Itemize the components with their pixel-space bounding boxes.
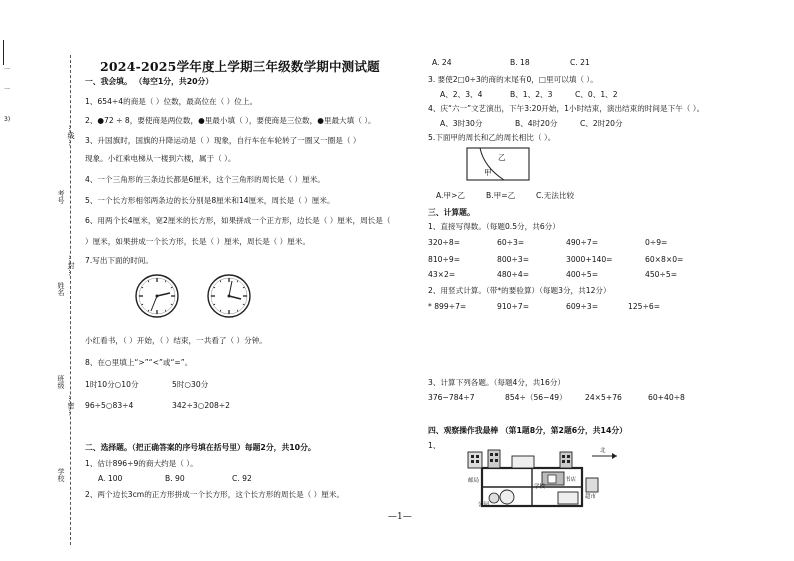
option: B.甲=乙	[486, 191, 516, 200]
clock-tick	[148, 310, 149, 312]
option: B、1、2、3	[510, 90, 553, 99]
question: 5.下面甲的周长和乙的周长相比（ ）。	[428, 133, 556, 142]
clock-end	[206, 273, 252, 319]
map-label-north: 北	[600, 448, 606, 454]
region-label-jia: 甲	[484, 168, 492, 177]
question: 现象。小红乘电梯从一楼到六楼，属于（ ）。	[85, 154, 236, 163]
exam-number-label: 考号	[57, 190, 65, 204]
compare-item: 342÷3○208÷2	[172, 401, 231, 410]
option: C、0、1、2	[575, 90, 618, 99]
option: B. 18	[510, 58, 530, 67]
section2-heading: 二、选择题。（把正确答案的序号填在括号里）每题2分，共10分。	[85, 443, 316, 452]
map-label-park: 公园	[478, 502, 490, 508]
gutter-mark: …封…	[67, 255, 75, 276]
subheading: 2、用竖式计算。（带*的要验算）（每题3分，共12分）	[428, 286, 611, 295]
question: 8、在○里填上“>”“<”或“=”。	[85, 358, 193, 367]
map-label-post-office: 邮局	[468, 478, 480, 484]
option: C. 92	[232, 474, 252, 483]
question: 3、升国旗时，国旗的升降运动是（ ）现象，自行车在车轮转了一圈又一圈是（ ）	[85, 136, 361, 145]
clock-tick	[243, 287, 245, 288]
clock-tick	[237, 280, 238, 282]
name-label: 姓名	[57, 282, 65, 296]
question: ）厘米，如果拼成一个长方形，长是（ ）厘米，周长是（ ）厘米。	[85, 237, 311, 246]
clock-tick	[165, 310, 166, 312]
gutter-mark: …线…	[67, 125, 75, 146]
vertical-calc: 910÷7=	[497, 302, 530, 311]
math-item: 0÷9=	[645, 238, 668, 247]
option: C.无法比较	[536, 191, 575, 200]
section4-heading: 四、观察操作我最棒 （第1题8分，第2题6分，共14分）	[428, 426, 627, 435]
clock-tick	[141, 304, 143, 305]
math-item: 400÷5=	[566, 270, 599, 279]
clock-start	[134, 273, 180, 319]
clock-tick	[141, 287, 143, 288]
math-item: 60÷3=	[497, 238, 525, 247]
section3-heading: 三、计算题。	[428, 208, 475, 217]
school-label: 学校	[57, 468, 65, 482]
vertical-calc: 609÷3=	[566, 302, 599, 311]
expression: 376−784÷7	[428, 393, 475, 402]
question: 7.写出下面的时间。	[85, 256, 153, 265]
option: A. 24	[432, 58, 452, 67]
option: C. 21	[570, 58, 590, 67]
class-label: 班级	[57, 375, 65, 389]
expression: 24×5+76	[585, 393, 622, 402]
option: A.甲>乙	[436, 191, 466, 200]
option: A、3时30分	[440, 119, 483, 128]
math-item: 480÷4=	[497, 270, 530, 279]
question: 1、估计896÷9的商大约是（ ）。	[85, 459, 198, 468]
question: 5、一个长方形相邻两条边的长分别是8厘米和14厘米，周长是（ ）厘米。	[85, 196, 335, 205]
page-title: 2024-2025学年度上学期三年级数学期中测试题	[100, 59, 380, 74]
compare-item: 5时○30分	[172, 380, 209, 389]
clock-tick	[213, 304, 215, 305]
page-number: —1—	[388, 512, 412, 522]
map-label-school: 学校	[534, 484, 546, 490]
question: 2、●72 ÷ 8，要使商是两位数，●里最小填（ ），要使商是三位数，●里最大填（ ）。	[85, 116, 376, 125]
option: B、4时20分	[515, 119, 558, 128]
clock-tick	[237, 310, 238, 312]
compare-item: 1时10分○10分	[85, 380, 139, 389]
question: 4、庆“六一”文艺演出，下午3:20开始，1小时结束，演出结束的时间是下午（ ）。	[428, 104, 705, 113]
clock-tick	[220, 310, 221, 312]
math-item: 60×8×0=	[645, 255, 684, 264]
expression: 854÷（56−49）	[505, 393, 567, 402]
clock-tick	[171, 287, 173, 288]
region-label-yi: 乙	[498, 153, 506, 162]
question: 4、一个三角形的三条边长都是6厘米，这个三角形的周长是（ ）厘米。	[85, 175, 325, 184]
map-label-supermarket: 超市	[585, 494, 597, 500]
map-label-bookstore: 书店	[565, 477, 577, 483]
math-item: 450÷5=	[645, 270, 678, 279]
vertical-calc: * 899÷7=	[428, 302, 467, 311]
question: 6、用两个长4厘米，宽2厘米的长方形，如果拼成一个正方形，边长是（ ）厘米，周长是（	[85, 216, 391, 225]
question: 3. 要使2□0÷3的商的末尾有0，□里可以填（ ）。	[428, 75, 598, 84]
option: A、2、3、4	[440, 90, 483, 99]
option: C、2时20分	[580, 119, 623, 128]
question: 小红看书，（ ）开始，（ ）结束，一共看了（ ）分钟。	[85, 336, 267, 345]
question: 1、	[428, 441, 441, 450]
math-item: 43×2=	[428, 270, 456, 279]
clock-tick	[243, 304, 245, 305]
clock-tick	[213, 287, 215, 288]
subheading: 1、直接写得数。（每题0.5分，共6分）	[428, 222, 560, 231]
option: B. 90	[165, 474, 185, 483]
math-item: 800÷3=	[497, 255, 530, 264]
question: 1、654÷4的商是（ ）位数，最高位在（ ）位上。	[85, 97, 258, 106]
math-item: 810÷9=	[428, 255, 461, 264]
clock-tick	[165, 280, 166, 282]
gutter-mark: …密…	[67, 395, 75, 416]
vertical-calc: 125÷6=	[628, 302, 661, 311]
clock-tick	[148, 280, 149, 282]
section1-heading: 一、我会填。 （每空1分，共20分）	[85, 77, 214, 86]
clock-tick	[171, 304, 173, 305]
subheading: 3、计算下列各题。（每题4分，共16分）	[428, 378, 566, 387]
compare-item: 96÷5○83÷4	[85, 401, 134, 410]
expression: 60+40÷8	[648, 393, 685, 402]
math-item: 3000+140=	[566, 255, 613, 264]
clock-tick	[220, 280, 221, 282]
option: A. 100	[98, 474, 123, 483]
math-item: 490÷7=	[566, 238, 599, 247]
math-item: 320÷8=	[428, 238, 461, 247]
question: 2、两个边长3cm的正方形拼成一个长方形，这个长方形的周长是（ ）厘米。	[85, 490, 345, 499]
